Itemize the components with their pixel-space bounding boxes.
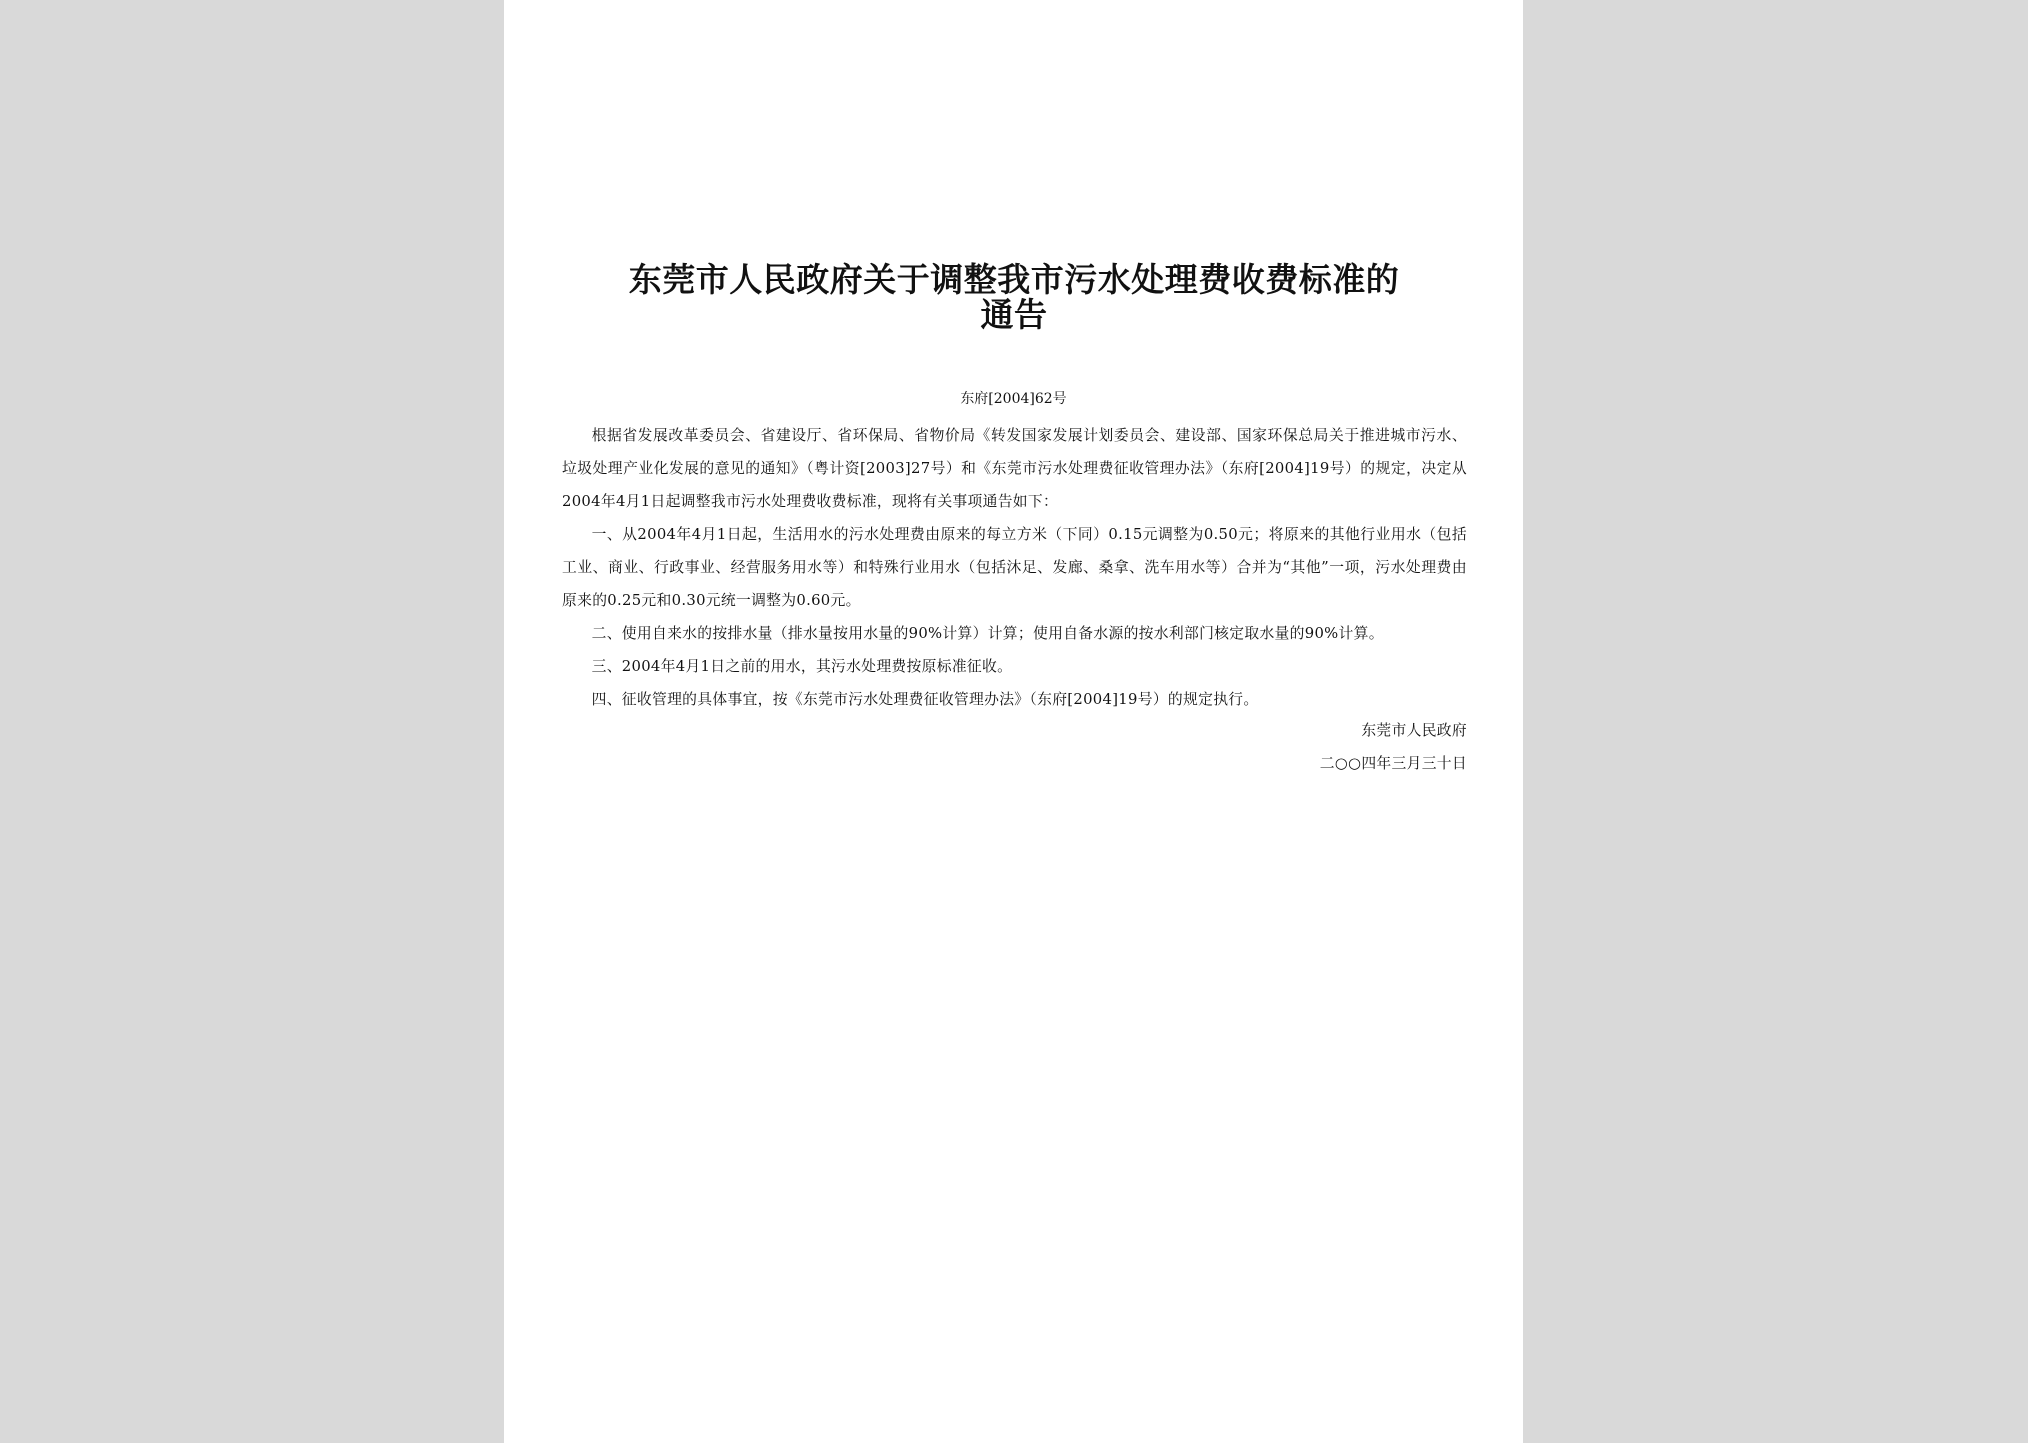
paragraph-intro: 根据省发展改革委员会、省建设厅、省环保局、省物价局《转发国家发展计划委员会、建设部、国家环保总局关于推进城市污水、垃圾处理产业化发展的意见的通知》（粤计资[2003]27号）和《东莞市污水处理费征收管理办法》（东府[2004]19号）的规定，决定从2004年4月1日起调整我市污水处理费收费标准，现将有关事项通告如下：: [562, 427, 1467, 510]
signature-block: [562, 714, 1467, 780]
document-page: [504, 0, 1523, 1443]
title-line-2: 通告: [980, 295, 1048, 334]
paragraph-item-3: 三、2004年4月1日之前的用水，其污水处理费按原标准征收。: [591, 658, 1013, 675]
paragraph-item-2: 二、使用自来水的按排水量（排水量按用水量的90%计算）计算；使用自备水源的按水利部门核定取水量的90%计算。: [591, 625, 1384, 642]
paragraph-item-1: 一、从2004年4月1日起，生活用水的污水处理费由原来的每立方米（下同）0.15元调整为0.50元；将原来的其他行业用水（包括工业、商业、行政事业、经营服务用水等）和特殊行业用水（包括沐足、发廊、桑拿、洗车用水等）合并为“其他”一项，污水处理费由原来的0.25元和0.30元统一调整为0.60元。: [562, 526, 1467, 609]
document-body: [562, 419, 1467, 716]
document-number: 东府[2004]62号: [960, 391, 1067, 407]
issue-date: 二○○四年三月三十日: [1319, 755, 1467, 772]
issuer-name: 东莞市人民政府: [1361, 722, 1467, 739]
title-line-1: 东莞市人民政府关于调整我市污水处理费收费标准的: [628, 260, 1400, 299]
paragraph-item-4: 四、征收管理的具体事宜，按《东莞市污水处理费征收管理办法》（东府[2004]19号）的规定执行。: [591, 691, 1259, 708]
document-title: [574, 262, 1454, 332]
